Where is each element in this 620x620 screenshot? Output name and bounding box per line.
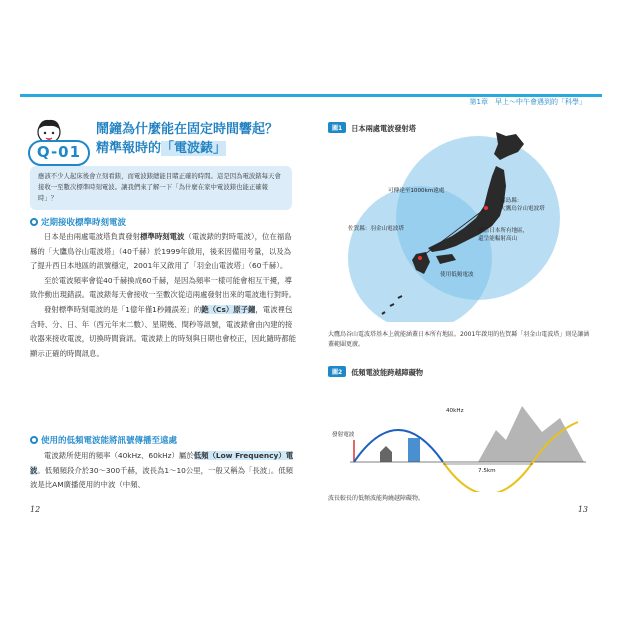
text: 。低頻頻段介於30～300千赫，波長為1～10公里，一般又稱為「長波」。低頻波是比AM廣播使用的中波（中頻、 bbox=[30, 465, 294, 490]
question-header bbox=[28, 116, 278, 164]
label-freq: 40kHz bbox=[446, 408, 464, 414]
figure1-tag: 圖1 bbox=[328, 122, 346, 133]
title-prefix: 精準報時的 bbox=[96, 141, 162, 156]
paragraph bbox=[30, 449, 298, 493]
section-heading-text: 定期接收標準時刻電波 bbox=[41, 218, 127, 228]
figure2-caption: 波長較長的低頻波能夠繞越障礙物。 bbox=[328, 495, 425, 502]
text: 電波錶所使用的頻率（40kHz、60kHz）屬於 bbox=[44, 451, 194, 460]
text: （電波錶的對時電波），位在福島縣的「大鷹鳥谷山電波塔」（40千赫）於1999年啟用，後來因備用考量，以及為了提升西日本地區的訊號穩定，2001年又啟用了「羽金山電波塔」（60千赫）。 bbox=[30, 232, 292, 271]
section-body-2 bbox=[30, 449, 298, 493]
running-head: 第1章 早上～中午會遇到的「科學」 bbox=[469, 98, 586, 106]
tower-saga-icon bbox=[418, 256, 422, 260]
text: ，電波裡包含時、分、日、年（西元年末二數）、星期幾、閏秒等訊號，電波錶會由內建的接收器來接收電波，切換時間資訊。電波錶上的時刻與日期也會校正，因此隨時都能顯示正確的時間訊息。 bbox=[30, 304, 297, 358]
bullet-icon bbox=[30, 436, 38, 444]
page-number-left: 12 bbox=[30, 505, 41, 514]
tower-fukushima-icon bbox=[484, 206, 488, 210]
bold-term: 銫（Cs）原子鐘 bbox=[201, 304, 256, 314]
section-heading-text: 使用的低頻電波能將訊號傳播至遠處 bbox=[41, 436, 178, 446]
bold-term: 標準時刻電波 bbox=[140, 232, 185, 241]
japan-coverage-map bbox=[328, 130, 590, 322]
figure2-label bbox=[328, 366, 423, 378]
right-page bbox=[310, 94, 602, 522]
bold-term: 低頻（Low Frequency）電波 bbox=[30, 451, 294, 475]
top-rule bbox=[20, 94, 310, 97]
question-title-line2 bbox=[96, 139, 226, 158]
label-tower: 發射電波 bbox=[332, 432, 355, 438]
label-cover-a: 涵蓋日本所有地區， bbox=[478, 228, 529, 234]
text: 發射標準時刻電波的是「1億年僅1秒鐘誤差」的 bbox=[44, 304, 202, 314]
figure2-tag: 圖2 bbox=[328, 366, 346, 377]
paragraph bbox=[30, 230, 298, 274]
figure1-caption: 大鷹鳥谷山電波塔基本上就能涵蓋日本所有地區。2001年啟用的佐賀縣「羽金山電波塔」則是讓涵蓋範圍更廣。 bbox=[328, 331, 590, 348]
paragraph bbox=[30, 303, 298, 361]
page-number-right: 13 bbox=[577, 505, 588, 514]
figure1-title: 日本兩處電波發射塔 bbox=[351, 124, 416, 133]
title-highlight: 「電波錶」 bbox=[161, 141, 227, 156]
intro-box: 應該不少人起床後會立刻看錶，而電波錶總能目睹正確的時間。這是因為電波錶每天會接收一至數次標準時刻電波。讓我們來了解一下「為什麼在家中電波錶也能正確報時」？ bbox=[30, 166, 292, 210]
left-page bbox=[20, 94, 310, 522]
question-title-line1: 鬧鐘為什麼能在固定時間響起？ bbox=[96, 122, 279, 137]
label-range: 可傳達至1000km遠處 bbox=[388, 188, 445, 194]
paragraph: 至於電波頻率會從40千赫換成60千赫，是因為頻率一樣可能會相互干擾，導致作動出現錯誤。電波錶每天會接收一至數次從這兩處發射出來的電波進行對時。 bbox=[30, 275, 297, 300]
label-cover-b: 還呈能輻射高山 bbox=[478, 236, 518, 242]
label-fukushima-b: 大鷹鳥谷山電波塔 bbox=[500, 206, 545, 212]
bullet-icon bbox=[30, 218, 38, 226]
label-distance: 7.5km bbox=[478, 468, 496, 474]
building-shape bbox=[408, 438, 420, 462]
label-fukushima-a: 福島縣： bbox=[500, 198, 523, 204]
section-heading-1 bbox=[30, 216, 126, 228]
section-body-1 bbox=[30, 230, 298, 361]
figure2-title: 低頻電波能跨越障礙物 bbox=[351, 368, 424, 377]
low-frequency-wave-diagram bbox=[328, 392, 590, 492]
text: 日本是由兩處電波塔負責發射 bbox=[44, 232, 141, 241]
question-badge: Q-01 bbox=[28, 140, 90, 166]
label-lowfreq: 使用低頻電波 bbox=[440, 272, 474, 278]
label-saga: 佐賀縣：羽金山電波塔 bbox=[348, 226, 404, 232]
section-heading-2 bbox=[30, 434, 177, 446]
